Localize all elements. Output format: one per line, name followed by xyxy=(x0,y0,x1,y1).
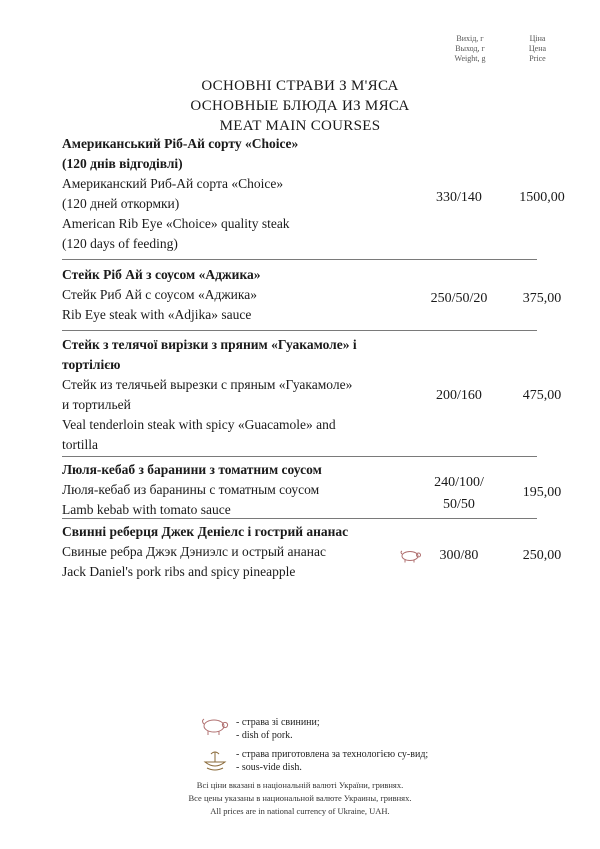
dish-price: 195,00 xyxy=(522,485,562,500)
sous-vide-icon xyxy=(200,748,230,772)
dish-lamb-kebab xyxy=(62,460,582,520)
dish-name-ua xyxy=(62,460,407,480)
divider xyxy=(62,330,537,331)
divider xyxy=(62,259,537,260)
legend xyxy=(200,716,520,774)
dish-veal-guacamole xyxy=(62,335,582,455)
dish-price: 375,00 xyxy=(522,291,562,306)
price-column-header xyxy=(510,34,565,64)
dish-desc-ru: (120 дней откормки) xyxy=(62,196,180,211)
dish-desc-ru: Люля-кебаб из баранины с томатным соусом xyxy=(62,482,320,497)
dish-pork-ribs xyxy=(62,522,582,582)
dish-name-line: Люля-кебаб з баранини з томатним соусом xyxy=(62,462,322,477)
dish-price: 250,00 xyxy=(522,548,562,563)
legend-pork-en: - dish of pork. xyxy=(236,730,293,741)
weight-column-header xyxy=(440,34,500,64)
dish-desc-ru: Свиные ребра Джэк Дэниэлс и острый ананас xyxy=(62,544,326,559)
dish-desc-ru: Стейк Риб Ай с соусом «Аджика» xyxy=(62,287,257,302)
price-header-ua: Ціна xyxy=(529,34,546,43)
dish-desc-ru: и тортильей xyxy=(62,397,131,412)
title-en: MEAT MAIN COURSES xyxy=(219,118,381,134)
dish-desc-en: American Rib Eye «Choice» quality steak xyxy=(62,216,290,231)
dish-weight: 250/50/20 xyxy=(430,291,488,306)
dish-name-line: Американський Ріб-Ай сорту «Choice» xyxy=(62,136,299,151)
section-title xyxy=(0,76,600,136)
dish-weight: 330/140 xyxy=(436,190,482,205)
dish-name-line: Стейк з телячої вирізки з пряним «Гуакамоле» і xyxy=(62,337,357,352)
price-header-en: Price xyxy=(529,54,546,63)
dish-name-ua xyxy=(62,335,407,375)
dish-desc-ru: Американский Риб-Ай сорта «Choice» xyxy=(62,176,284,191)
legend-sousvide-en: - sous-vide dish. xyxy=(236,762,302,773)
legend-pork-ua: - страва зі свинини; xyxy=(236,717,320,728)
price-note-ru: Все цены указаны в национальной валюте Украины, гривнях. xyxy=(188,793,412,803)
dish-weight-line: 50/50 xyxy=(443,497,475,512)
dish-rib-eye-choice xyxy=(62,134,582,254)
dish-name-ua xyxy=(62,134,407,174)
weight-header-ru: Выход, г xyxy=(455,44,485,53)
price-note xyxy=(0,779,600,818)
dish-price: 1500,00 xyxy=(519,190,565,205)
title-ru: ОСНОВНЫЕ БЛЮДА ИЗ МЯСА xyxy=(190,98,410,114)
dish-weight xyxy=(414,472,504,516)
dish-desc-en: Veal tenderloin steak with spicy «Guacamole» and xyxy=(62,417,336,432)
dish-price: 475,00 xyxy=(522,388,562,403)
divider xyxy=(62,518,537,519)
dish-name-ua xyxy=(62,522,407,542)
dish-name-line: Свинні реберця Джек Деніелс і гострий ананас xyxy=(62,524,349,539)
dish-rib-eye-adjika xyxy=(62,265,582,325)
dish-name-ua xyxy=(62,265,407,285)
dish-desc-en: Lamb kebab with tomato sauce xyxy=(62,502,231,517)
weight-header-ua: Вихід, г xyxy=(456,34,484,43)
price-note-ua: Всі ціни вказані в національній валюті України, гривнях. xyxy=(196,780,404,790)
dish-weight-line: 240/100/ xyxy=(434,475,484,490)
dish-desc-en: Jack Daniel's pork ribs and spicy pineapple xyxy=(62,564,296,579)
dish-weight: 200/160 xyxy=(436,388,482,403)
legend-sousvide xyxy=(200,748,520,774)
legend-sousvide-ua: - страва приготовлена за технологією су-вид; xyxy=(236,749,429,760)
dish-name-line: (120 днів відгодівлі) xyxy=(62,156,183,171)
dish-weight: 300/80 xyxy=(439,548,479,563)
price-header-ru: Цена xyxy=(528,44,547,53)
pig-icon xyxy=(200,716,230,736)
title-ua: ОСНОВНІ СТРАВИ З М'ЯСА xyxy=(201,78,399,94)
dish-name-line: тортілією xyxy=(62,357,121,372)
price-note-en: All prices are in national currency of Ukraine, UAH. xyxy=(210,806,390,816)
dish-desc-en: (120 days of feeding) xyxy=(62,236,178,251)
dish-desc-en: Rib Eye steak with «Adjika» sauce xyxy=(62,307,252,322)
dish-desc-ru: Стейк из телячьей вырезки с пряным «Гуакамоле» xyxy=(62,377,353,392)
dish-desc-en: tortilla xyxy=(62,437,98,452)
legend-pork xyxy=(200,716,520,742)
divider xyxy=(62,456,537,457)
dish-name-line: Стейк Ріб Ай з соусом «Аджика» xyxy=(62,267,261,282)
weight-header-en: Weight, g xyxy=(454,54,486,63)
